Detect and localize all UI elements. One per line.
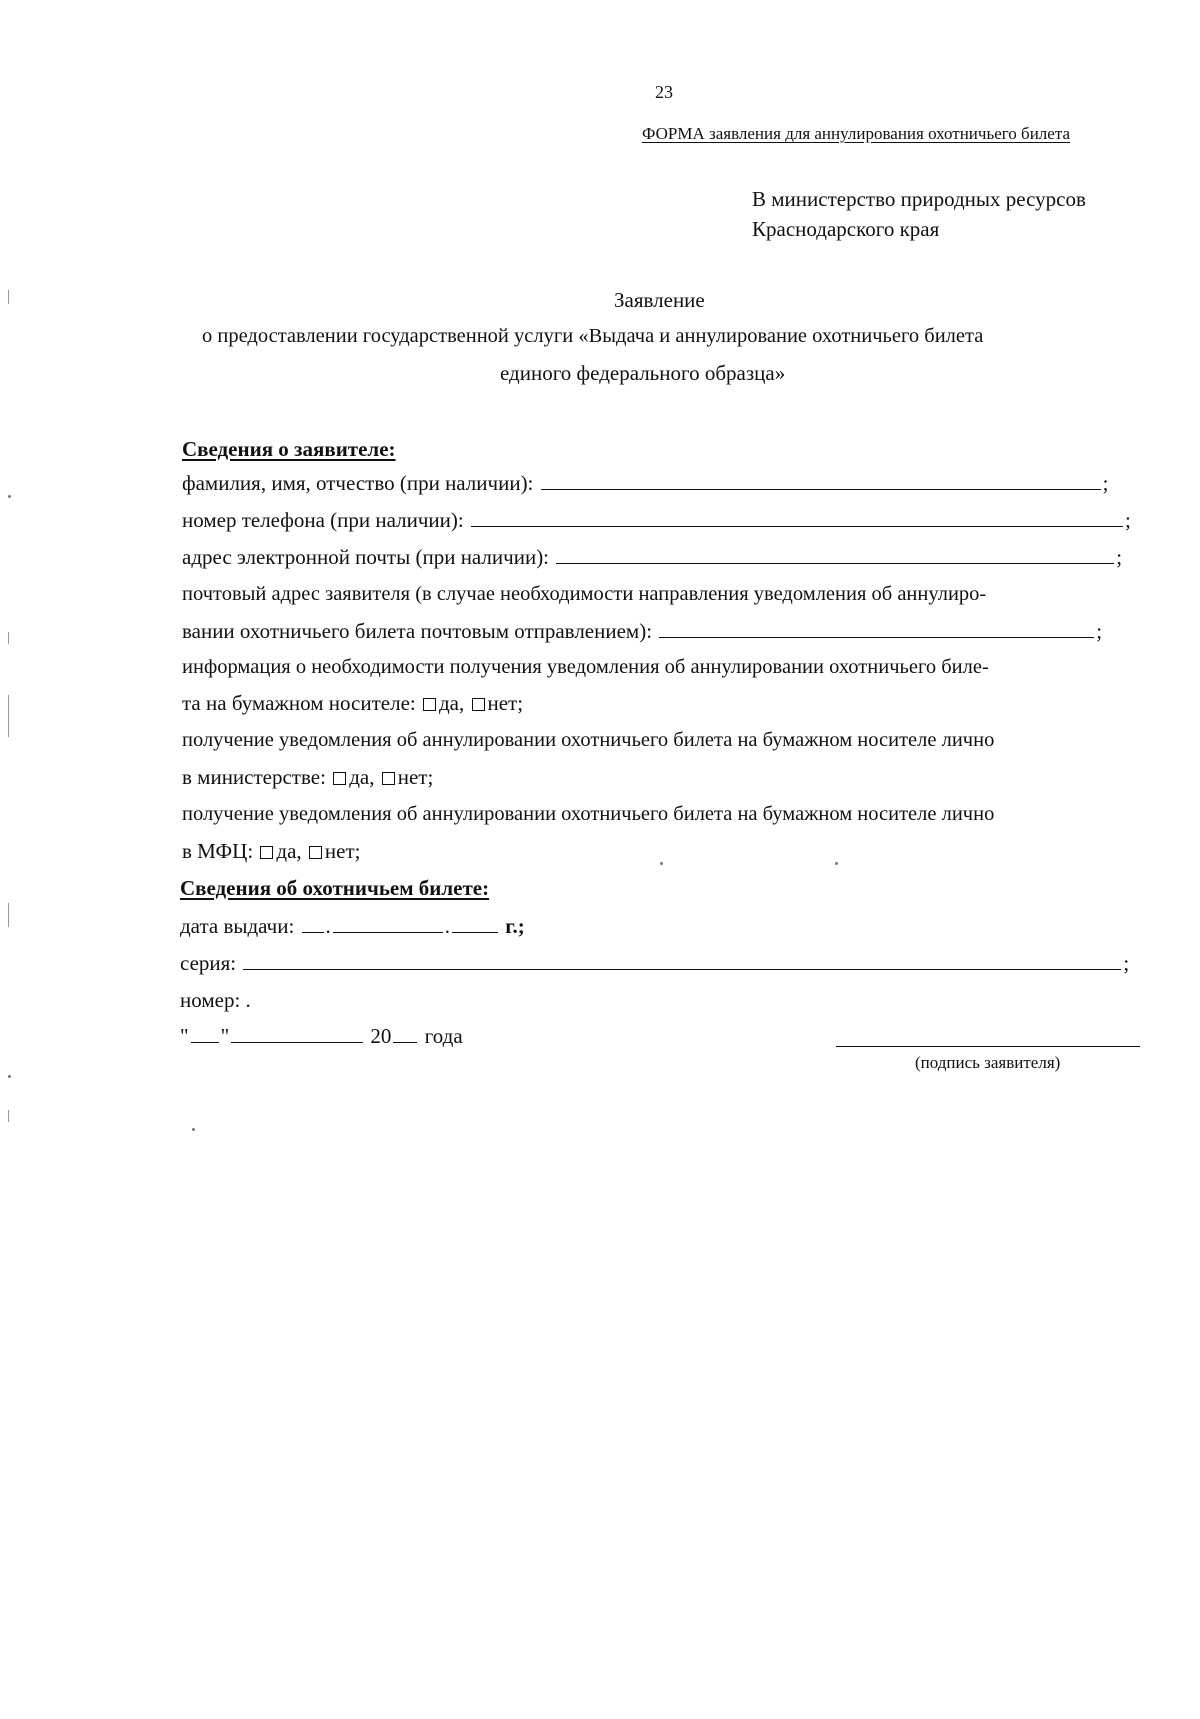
sign-day-field[interactable] [191, 1024, 219, 1043]
paper-line-1: информация о необходимости получения уведомления об аннулировании охотничьего биле- [182, 656, 989, 678]
no-label: нет; [397, 765, 434, 789]
mfc-label: в МФЦ: [182, 839, 254, 863]
issue-date-row [180, 914, 525, 938]
fio-row [182, 471, 1109, 495]
yes-label: да, [349, 765, 375, 789]
phone-row [182, 508, 1131, 532]
form-caption: ФОРМА заявления для аннулирования охотничьего билета [642, 124, 1071, 143]
yes-label: да, [438, 691, 465, 715]
date-separator: . [444, 914, 451, 938]
scan-artifact [8, 1075, 11, 1078]
ministry-label: в министерстве: [182, 765, 326, 789]
scan-artifact [8, 632, 9, 644]
mfc-row [182, 839, 361, 863]
ticket-section-label: Сведения об охотничьем билете: [180, 876, 490, 900]
year-prefix: 20 [370, 1024, 392, 1048]
no-label: нет; [487, 691, 524, 715]
paper-no-checkbox[interactable] [472, 698, 485, 711]
paper-yes-checkbox[interactable] [423, 698, 436, 711]
signature-caption: (подпись заявителя) [915, 1053, 1061, 1072]
row-end: ; [1116, 545, 1123, 569]
series-label: серия: [180, 951, 237, 975]
sign-month-field[interactable] [231, 1024, 363, 1043]
title-line-1: о предоставлении государственной услуги «Выдача и аннулирование охотничьего билета [202, 325, 984, 347]
yes-label: да, [276, 839, 302, 863]
scan-artifact [660, 862, 663, 865]
series-field[interactable] [243, 951, 1121, 970]
ministry-yes-checkbox[interactable] [333, 772, 346, 785]
applicant-section-label: Сведения о заявителе: [182, 437, 396, 461]
scan-artifact [8, 695, 9, 737]
issue-month-field[interactable] [333, 914, 443, 933]
phone-label: номер телефона (при наличии): [182, 508, 464, 532]
no-label: нет; [324, 839, 361, 863]
addressee-line-2: Краснодарского края [752, 217, 940, 241]
mfc-line-1: получение уведомления об аннулировании охотничьего билета на бумажном носителе лично [182, 803, 995, 825]
number-value: . [245, 988, 251, 1012]
fio-field[interactable] [541, 471, 1101, 490]
email-field[interactable] [556, 545, 1114, 564]
number-label: номер: [180, 988, 241, 1012]
scan-artifact [8, 903, 9, 927]
issue-date-label: дата выдачи: [180, 914, 295, 938]
quote-open: " [180, 1024, 189, 1048]
phone-field[interactable] [471, 508, 1123, 527]
title-line-2: единого федерального образца» [500, 361, 786, 385]
scan-artifact [8, 1110, 9, 1122]
row-end: ; [1096, 619, 1103, 643]
paper-row [182, 691, 523, 715]
issue-year-field[interactable] [452, 914, 498, 933]
addressee-line-1: В министерство природных ресурсов [752, 187, 1086, 211]
ministry-row [182, 765, 433, 789]
scan-artifact [192, 1128, 195, 1131]
row-end: ; [1102, 471, 1109, 495]
ministry-line-1: получение уведомления об аннулировании охотничьего билета на бумажном носителе лично [182, 729, 995, 751]
mfc-yes-checkbox[interactable] [260, 846, 273, 859]
postal-row [182, 619, 1102, 643]
series-row [180, 951, 1129, 975]
scan-artifact [8, 495, 11, 498]
email-row [182, 545, 1122, 569]
postal-label: вании охотничьего билета почтовым отправлением): [182, 619, 653, 643]
mfc-no-checkbox[interactable] [309, 846, 322, 859]
page-number: 23 [655, 82, 673, 102]
email-label: адрес электронной почты (при наличии): [182, 545, 550, 569]
postal-address-field[interactable] [659, 619, 1094, 638]
issue-day-field[interactable] [302, 914, 324, 933]
signature-line[interactable] [836, 1046, 1140, 1047]
quote-close: " [220, 1024, 230, 1048]
number-row [180, 988, 251, 1012]
fio-label: фамилия, имя, отчество (при наличии): [182, 471, 534, 495]
signature-date-row [180, 1024, 463, 1048]
sign-year-field[interactable] [393, 1024, 417, 1043]
paper-label: та на бумажном носителе: [182, 691, 416, 715]
row-end: ; [1123, 951, 1130, 975]
date-separator: . [325, 914, 331, 938]
scan-artifact [835, 862, 838, 865]
scan-artifact [8, 290, 9, 304]
document-title: Заявление [614, 288, 705, 312]
ministry-no-checkbox[interactable] [382, 772, 395, 785]
year-abbrev: г.; [505, 914, 525, 938]
row-end: ; [1124, 508, 1131, 532]
year-suffix: года [424, 1024, 463, 1048]
postal-line-1: почтовый адрес заявителя (в случае необходимости направления уведомления об аннулиро- [182, 583, 987, 605]
